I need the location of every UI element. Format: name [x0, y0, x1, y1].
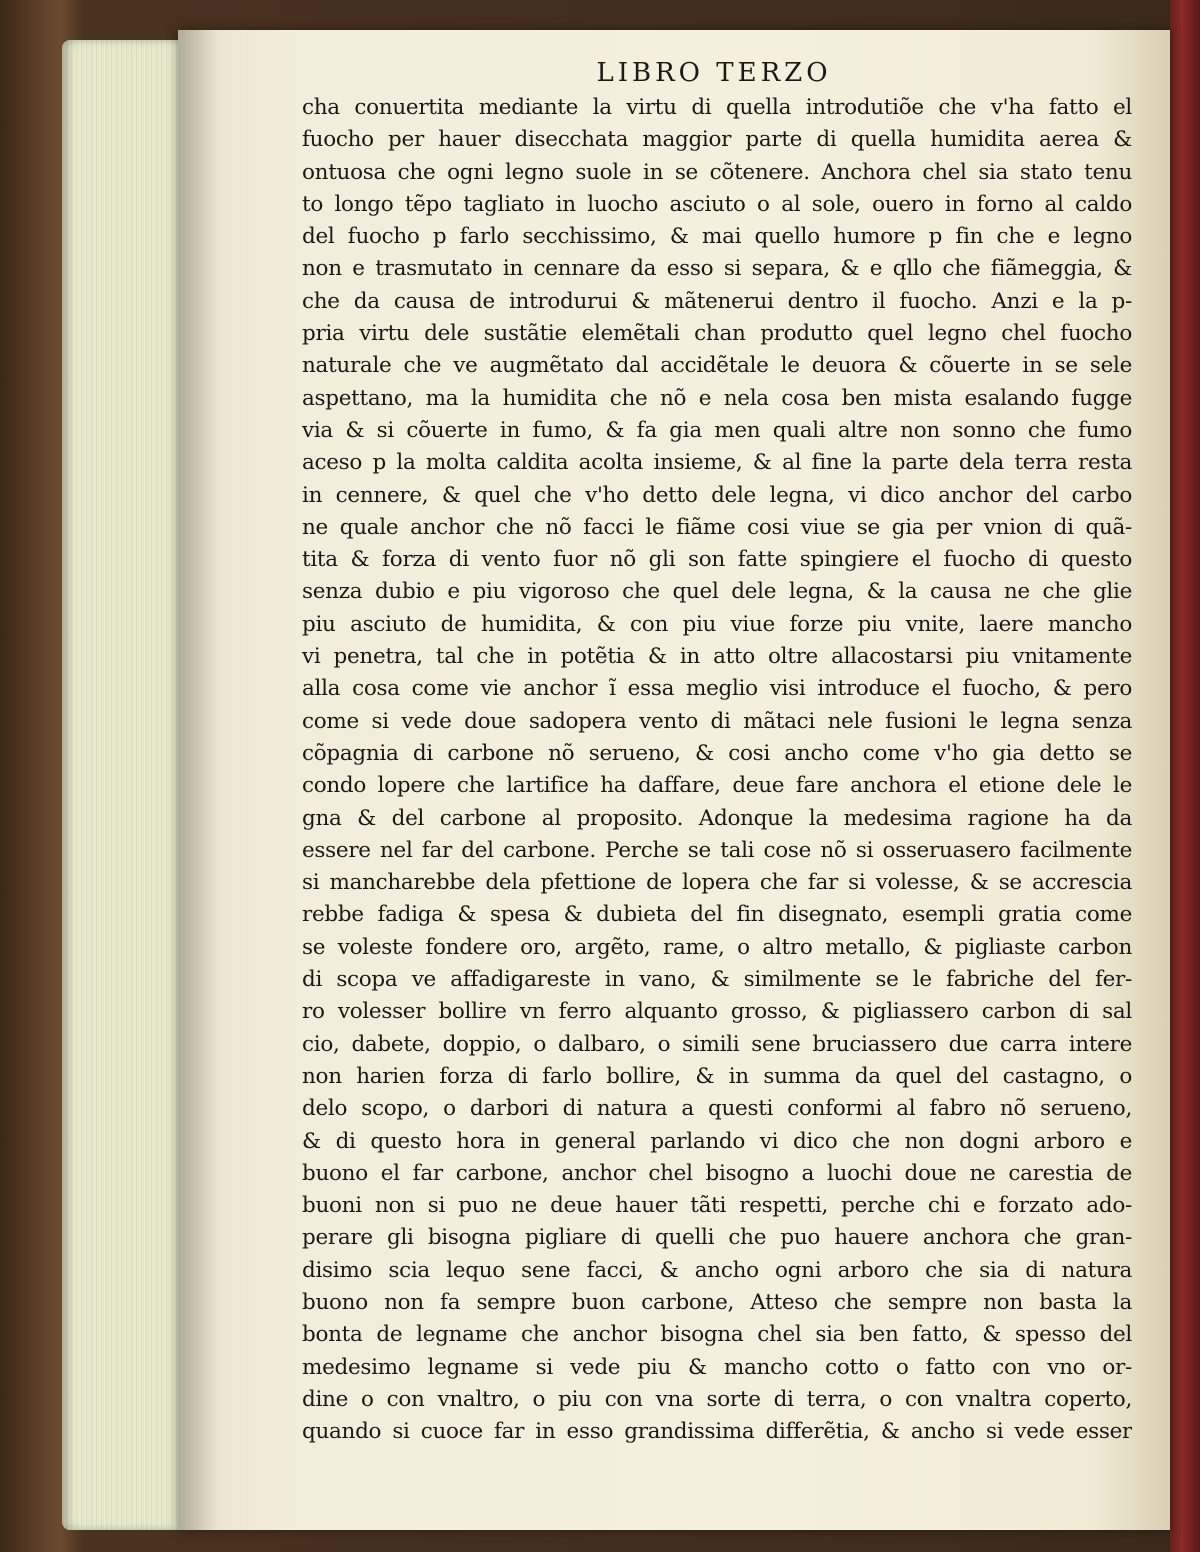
- facing-cover-edge: [1170, 0, 1200, 1552]
- text-line: non e trasmutato in cennare da esso si separa, & e qllo che fiãmeggia, &: [302, 256, 1132, 282]
- text-line: gna & del carbone al proposito. Adonque la medesima ragione ha da: [302, 805, 1132, 831]
- text-line: che da causa de introdurui & mãtenerui dentro il fuocho. Anzi e la p-: [302, 288, 1132, 314]
- text-line: to longo tẽpo tagliato in luocho asciuto o al sole, ouero in forno al caldo: [302, 191, 1132, 217]
- running-head: LIBRO TERZO: [596, 58, 832, 88]
- text-line: si mancharebbe dela pfettione de lopera che far si volesse, & se accrescia: [302, 870, 1132, 896]
- book-page: [178, 30, 1170, 1530]
- text-line: cõpagnia di carbone nõ serueno, & cosi ancho come v'ho gia detto se: [302, 740, 1132, 766]
- page-stack-edges: [62, 40, 182, 1530]
- text-line: ontuosa che ogni legno suole in se cõtenere. Anchora chel sia stato tenu: [302, 159, 1132, 185]
- text-line: condo lopere che lartifice ha daffare, deue fare anchora el etione dele le: [302, 773, 1132, 799]
- text-line: piu asciuto de humidita, & con piu viue forze piu vnite, laere mancho: [302, 611, 1132, 637]
- text-line: buoni non si puo ne deue hauer tãti respetti, perche chi e forzato ado-: [302, 1193, 1132, 1219]
- text-line: cha conuertita mediante la virtu di quella introdutiõe che v'ha fatto el: [302, 95, 1132, 120]
- text-line: del fuocho p farlo secchissimo, & mai quello humore p fin che e legno: [302, 224, 1132, 250]
- text-line: & di questo hora in general parlando vi dico che non dogni arboro e: [302, 1128, 1132, 1154]
- text-line: vi penetra, tal che in potẽtia & in atto oltre allacostarsi piu vnitamente: [302, 644, 1132, 670]
- text-line: pria virtu dele sustãtie elemẽtali chan produtto quel legno chel fuocho: [302, 321, 1132, 347]
- text-line: bonta de legname che anchor bisogna chel sia ben fatto, & spesso del: [302, 1322, 1132, 1348]
- text-line: di scopa ve affadigareste in vano, & similmente se le fabriche del fer-: [302, 967, 1132, 993]
- text-line: quando si cuoce far in esso grandissima differẽtia, & ancho si vede esser: [302, 1419, 1132, 1445]
- text-line: medesimo legname si vede piu & mancho cotto o fatto con vno or-: [302, 1354, 1132, 1380]
- text-line: come si vede doue sadopera vento di mãtaci nele fusioni le legna senza: [302, 708, 1132, 734]
- text-line: aceso p la molta caldita acolta insieme, & al fine la parte dela terra resta: [302, 450, 1132, 476]
- text-line: non harien forza di farlo bollire, & in summa da quel del castagno, o: [302, 1063, 1132, 1089]
- gutter-shadow: [178, 30, 218, 1530]
- text-line: essere nel far del carbone. Perche se tali cose nõ si osseruasero facilmente: [302, 837, 1132, 863]
- text-line: disimo scia lequo sene facci, & ancho ogni arboro che sia di natura: [302, 1257, 1132, 1283]
- text-line: dine o con vnaltro, o piu con vna sorte di terra, o con vnaltra coperto,: [302, 1386, 1132, 1412]
- text-line: naturale che ve augmẽtato dal accidẽtale le deuora & cõuerte in se sele: [302, 353, 1132, 379]
- text-line: buono el far carbone, anchor chel bisogno a luochi doue ne carestia de: [302, 1160, 1132, 1186]
- text-line: aspettano, ma la humidita che nõ e nela cosa ben mista esalando fugge: [302, 385, 1132, 411]
- text-line: alla cosa come vie anchor ĩ essa meglio visi introduce el fuocho, & pero: [302, 676, 1132, 702]
- text-line: ne quale anchor che nõ facci le fiãme cosi viue se gia per vnion di quã-: [302, 514, 1132, 540]
- text-line: buono non fa sempre buon carbone, Atteso che sempre non basta la: [302, 1289, 1132, 1315]
- text-line: fuocho per hauer disecchata maggior parte di quella humidita aerea &: [302, 127, 1132, 153]
- text-line: se voleste fondere oro, argẽto, rame, o altro metallo, & pigliaste carbon: [302, 934, 1132, 960]
- text-line: senza dubio e piu vigoroso che quel dele legna, & la causa ne che glie: [302, 579, 1132, 605]
- text-line: via & si cõuerte in fumo, & fa gia men quali altre non sonno che fumo: [302, 417, 1132, 443]
- text-line: in cennere, & quel che v'ho detto dele legna, vi dico anchor del carbo: [302, 482, 1132, 508]
- text-line: tita & forza di vento fuor nõ gli son fatte spingiere el fuocho di questo: [302, 547, 1132, 573]
- text-line: delo scopo, o darbori di natura a questi conformi al fabro nõ serueno,: [302, 1096, 1132, 1122]
- text-line: rebbe fadiga & spesa & dubieta del fin disegnato, esempli gratia come: [302, 902, 1132, 928]
- text-block: [302, 92, 1132, 1448]
- text-line: cio, dabete, doppio, o dalbaro, o simili sene bruciassero due carra intere: [302, 1031, 1132, 1057]
- text-line: perare gli bisogna pigliare di quelli che puo hauere anchora che gran-: [302, 1225, 1132, 1251]
- text-line: ro volesser bollire vn ferro alquanto grosso, & pigliassero carbon di sal: [302, 999, 1132, 1025]
